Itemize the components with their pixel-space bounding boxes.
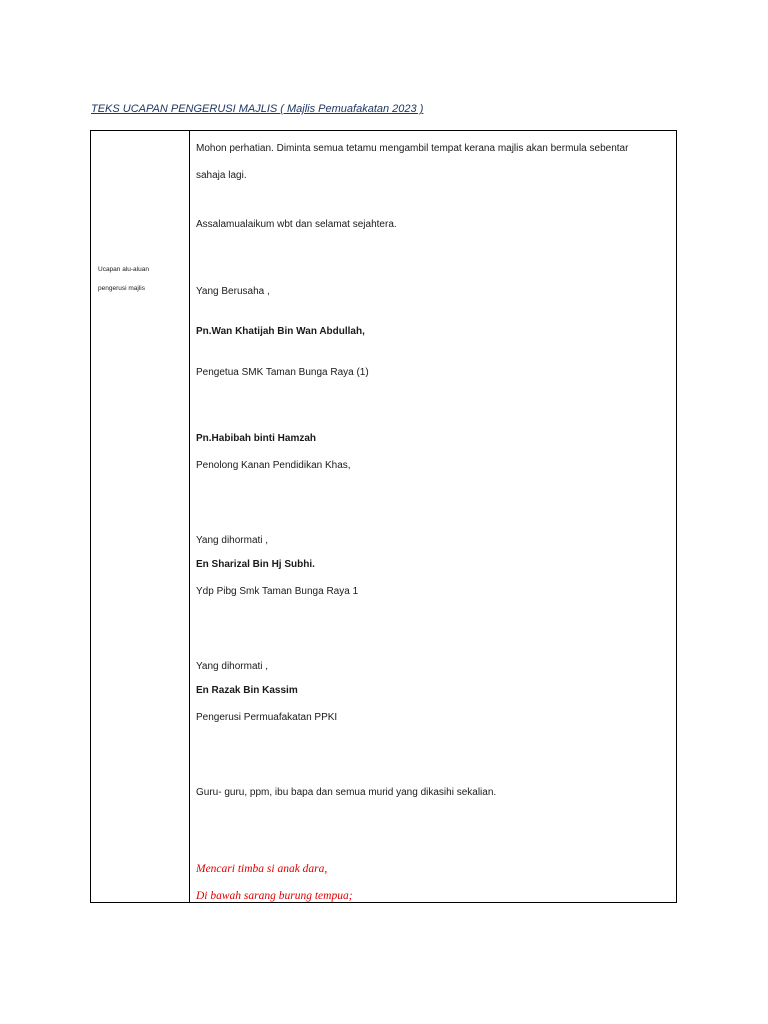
speech-line-salutation: Yang dihormati , xyxy=(196,535,269,546)
speech-line-title: Penolong Kanan Pendidikan Khas, xyxy=(196,460,351,471)
pantun-line: Di bawah sarang burung tempua; xyxy=(196,890,353,902)
column-divider xyxy=(189,131,190,902)
speech-line-salutation: Yang dihormati , xyxy=(196,661,269,672)
speech-table xyxy=(90,130,677,903)
speech-line-audience: Guru- guru, ppm, ibu bapa dan semua murid yang dikasihi sekalian. xyxy=(196,787,497,798)
speech-line-salutation: Yang Berusaha , xyxy=(196,286,270,297)
pantun-line: Mencari timba si anak dara, xyxy=(196,863,328,875)
speech-line-attention-cont: sahaja lagi. xyxy=(196,170,247,181)
document-title: TEKS UCAPAN PENGERUSI MAJLIS ( Majlis Pemuafakatan 2023 ) xyxy=(91,103,424,115)
speech-line-greeting: Assalamualaikum wbt dan selamat sejahtera. xyxy=(196,219,397,230)
section-label-line1: Ucapan alu-aluan xyxy=(98,266,149,273)
speech-line-title: Pengetua SMK Taman Bunga Raya (1) xyxy=(196,367,369,378)
speech-line-attention: Mohon perhatian. Diminta semua tetamu mengambil tempat kerana majlis akan bermula sebentar xyxy=(196,143,629,154)
speech-line-name: Pn.Habibah binti Hamzah xyxy=(196,433,317,444)
speech-line-name: En Razak Bin Kassim xyxy=(196,685,298,696)
section-label-line2: pengerusi majlis xyxy=(98,285,145,292)
speech-line-name: En Sharizal Bin Hj Subhi. xyxy=(196,559,315,570)
speech-line-title: Ydp Pibg Smk Taman Bunga Raya 1 xyxy=(196,586,359,597)
speech-line-name: Pn.Wan Khatijah Bin Wan Abdullah, xyxy=(196,326,365,337)
speech-line-title: Pengerusi Permuafakatan PPKI xyxy=(196,712,338,723)
